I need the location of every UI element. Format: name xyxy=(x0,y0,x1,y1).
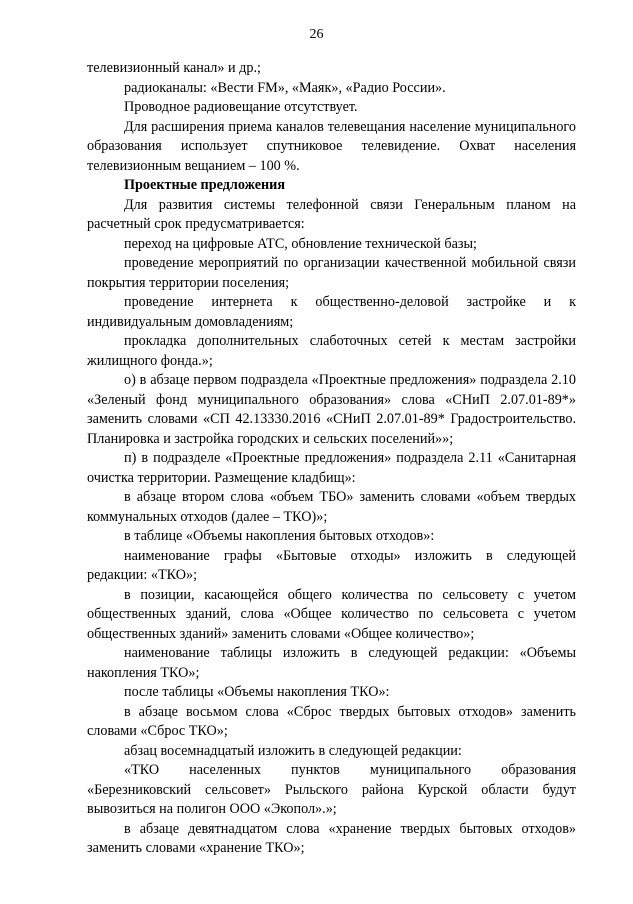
paragraph: абзац восемнадцатый изложить в следующей редакции: xyxy=(124,742,462,759)
paragraph: телевизионный канал» и др.; xyxy=(87,60,261,76)
paragraph: прокладка дополнительных слаботочных сетей к местам застройки жилищного фонда.»; xyxy=(87,333,576,369)
paragraph: Проводное радиовещание отсутствует. xyxy=(124,99,358,115)
paragraph: после таблицы «Объемы накопления ТКО»: xyxy=(124,684,390,700)
page-number: 26 xyxy=(309,27,324,42)
paragraph: радиоканалы: «Вести FM», «Маяк», «Радио России». xyxy=(124,79,446,96)
paragraph: в таблице «Объемы накопления бытовых отходов»: xyxy=(124,528,435,544)
section-heading: Проектные предложения xyxy=(124,177,286,193)
paragraph: в абзаце втором слова «объем ТБО» заменить словами «объем твердых коммунальных отходов (далее – ТКО)»; xyxy=(87,489,576,525)
paragraph: проведение интернета к общественно-деловой застройке и к индивидуальным домовладениям; xyxy=(87,294,576,330)
paragraph: Для расширения приема каналов телевещания население муниципального образования использует спутниковое телевидение. Охват населения телевизионным вещанием – 100 %. xyxy=(87,118,576,174)
paragraph: «ТКО населенных пунктов муниципального образования «Березниковский сельсовет» Рыльского района Курской области будут вывозиться на полигон ООО «Экопол».»; xyxy=(87,762,576,817)
paragraph: переход на цифровые АТС, обновление технической базы; xyxy=(124,235,477,252)
paragraph: п) в подразделе «Проектные предложения» подраздела 2.11 «Санитарная очистка территории. Размещение кладбищ»: xyxy=(87,450,576,486)
paragraph: в абзаце восьмом слова «Сброс твердых бытовых отходов» заменить словами «Сброс ТКО»; xyxy=(87,703,576,739)
paragraph: в позиции, касающейся общего количества по сельсовету с учетом общественных зданий, слова «Общее количество по сельсовета с учетом общественных зданий» заменить словами «Общее количество»; xyxy=(87,586,576,642)
paragraph: о) в абзаце первом подраздела «Проектные предложения» подраздела 2.10 «Зеленый фонд муниципального образования» слова «СНиП 2.07.01-89*» заменить словами «СП 42.13330.2016 «СНиП 2.07.01-89* Градостроительство. Планировка и застройка городских и сельских поселений»»; xyxy=(87,372,576,447)
paragraph: Для развития системы телефонной связи Генеральным планом на расчетный срок предусматривается: xyxy=(87,196,576,232)
paragraph: в абзаце девятнадцатом слова «хранение твердых бытовых отходов» заменить словами «хранение ТКО»; xyxy=(87,820,576,856)
body-text xyxy=(87,59,576,859)
paragraph: наименование графы «Бытовые отходы» изложить в следующей редакции: «ТКО»; xyxy=(87,547,576,583)
paragraph: наименование таблицы изложить в следующей редакции: «Объемы накопления ТКО»; xyxy=(87,645,576,681)
paragraph: проведение мероприятий по организации качественной мобильной связи покрытия территории поселения; xyxy=(87,255,576,291)
